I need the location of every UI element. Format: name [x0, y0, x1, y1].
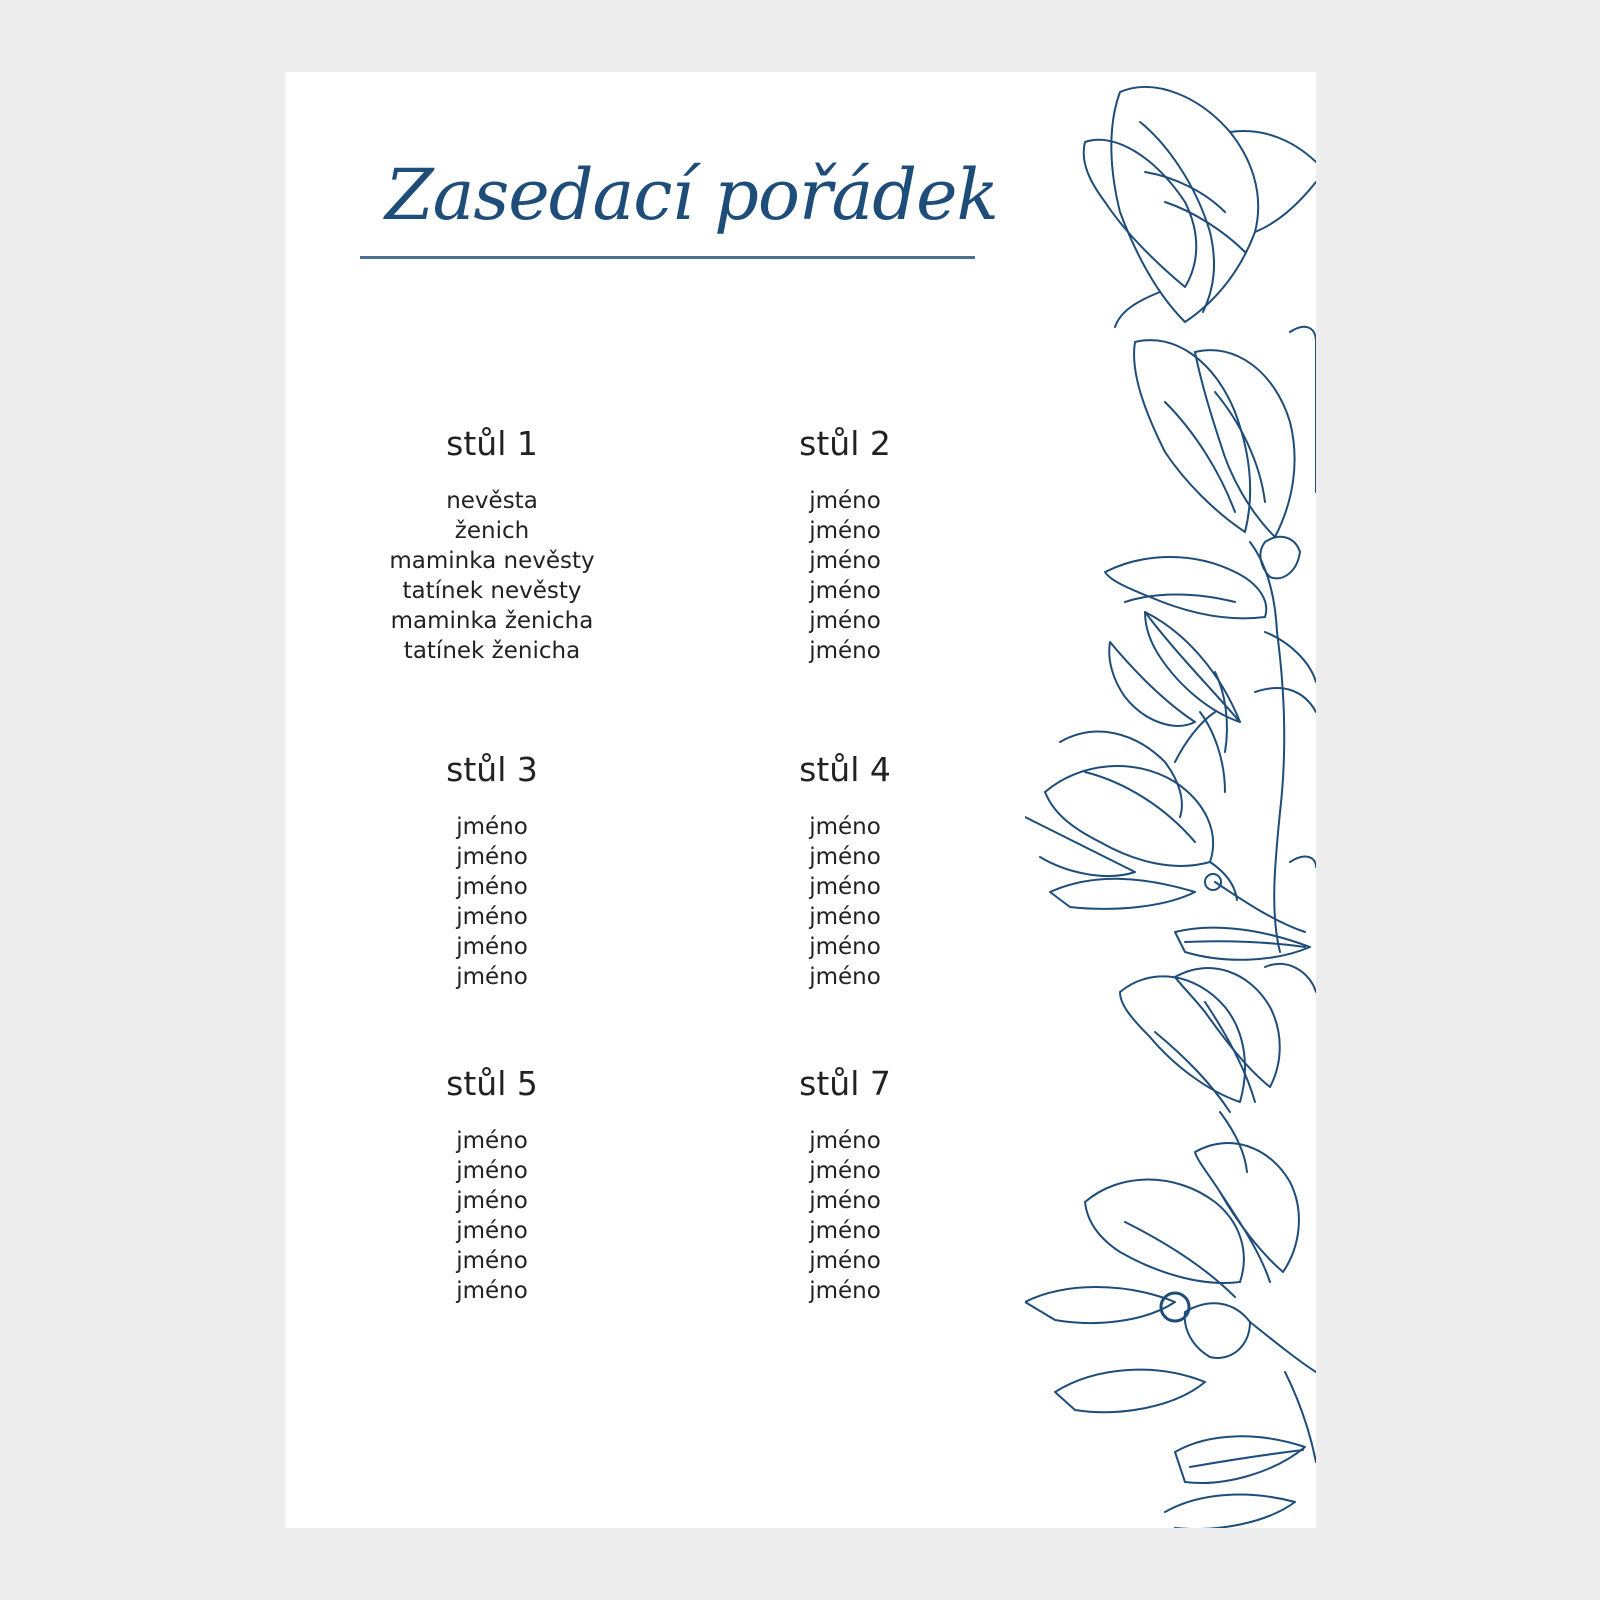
table-heading: stůl 2 [799, 424, 891, 463]
magnolia-flower-2 [1025, 712, 1305, 932]
guest-name: tatínek ženicha [403, 638, 581, 664]
magnolia-flower-4 [1025, 1143, 1316, 1412]
magnolia-flower-3 [1120, 964, 1316, 1172]
guest-name: jméno [809, 488, 881, 514]
guest-name: maminka ženicha [390, 608, 594, 634]
guest-name: jméno [809, 1248, 881, 1274]
guest-name: nevěsta [446, 488, 538, 514]
magnolia-bud-top [1084, 87, 1316, 327]
guest-name: jméno [456, 1248, 528, 1274]
magnolia-leaves-bottom [1165, 1372, 1316, 1528]
title-underline [360, 256, 975, 259]
guest-name: jméno [456, 1158, 528, 1184]
guest-name: ženich [454, 518, 530, 544]
guest-name: maminka nevěsty [389, 548, 595, 574]
guest-name: jméno [456, 844, 528, 870]
guest-name: jméno [456, 1278, 528, 1304]
table-heading: stůl 1 [446, 424, 538, 463]
guest-name: jméno [809, 844, 881, 870]
guest-name: jméno [456, 1218, 528, 1244]
table-block-4 [695, 750, 995, 992]
guest-name: jméno [809, 548, 881, 574]
guest-name: jméno [809, 578, 881, 604]
guest-name: jméno [809, 1188, 881, 1214]
table-heading: stůl 3 [446, 750, 538, 789]
table-block-1 [342, 424, 642, 666]
magnolia-leaves-1 [1109, 612, 1316, 812]
guest-name: jméno [809, 1158, 881, 1184]
table-heading: stůl 4 [799, 750, 891, 789]
guest-name: jméno [809, 518, 881, 544]
magnolia-stem-2 [1175, 812, 1316, 960]
page-title: Zasedací pořádek [385, 154, 998, 236]
guest-name: jméno [809, 1218, 881, 1244]
seating-chart-page [285, 72, 1316, 1528]
guest-name: jméno [456, 1188, 528, 1214]
table-heading: stůl 7 [799, 1064, 891, 1103]
guest-name: jméno [809, 608, 881, 634]
guest-name: jméno [809, 904, 881, 930]
table-block-3 [342, 750, 642, 992]
guest-name: jméno [809, 638, 881, 664]
guest-name: jméno [809, 934, 881, 960]
table-block-7 [695, 1064, 995, 1306]
guest-name: jméno [456, 814, 528, 840]
guest-name: jméno [809, 814, 881, 840]
guest-name: jméno [456, 1128, 528, 1154]
guest-name: jméno [809, 874, 881, 900]
table-block-5 [342, 1064, 642, 1306]
magnolia-flower-1 [1105, 327, 1316, 632]
guest-name: jméno [456, 874, 528, 900]
magnolia-floral-decoration [1025, 72, 1316, 1528]
table-heading: stůl 5 [446, 1064, 538, 1103]
guest-name: tatínek nevěsty [402, 578, 582, 604]
guest-name: jméno [456, 964, 528, 990]
guest-name: jméno [809, 1278, 881, 1304]
guest-name: jméno [809, 964, 881, 990]
table-block-2 [695, 424, 995, 666]
guest-name: jméno [456, 934, 528, 960]
guest-name: jméno [809, 1128, 881, 1154]
guest-name: jméno [456, 904, 528, 930]
